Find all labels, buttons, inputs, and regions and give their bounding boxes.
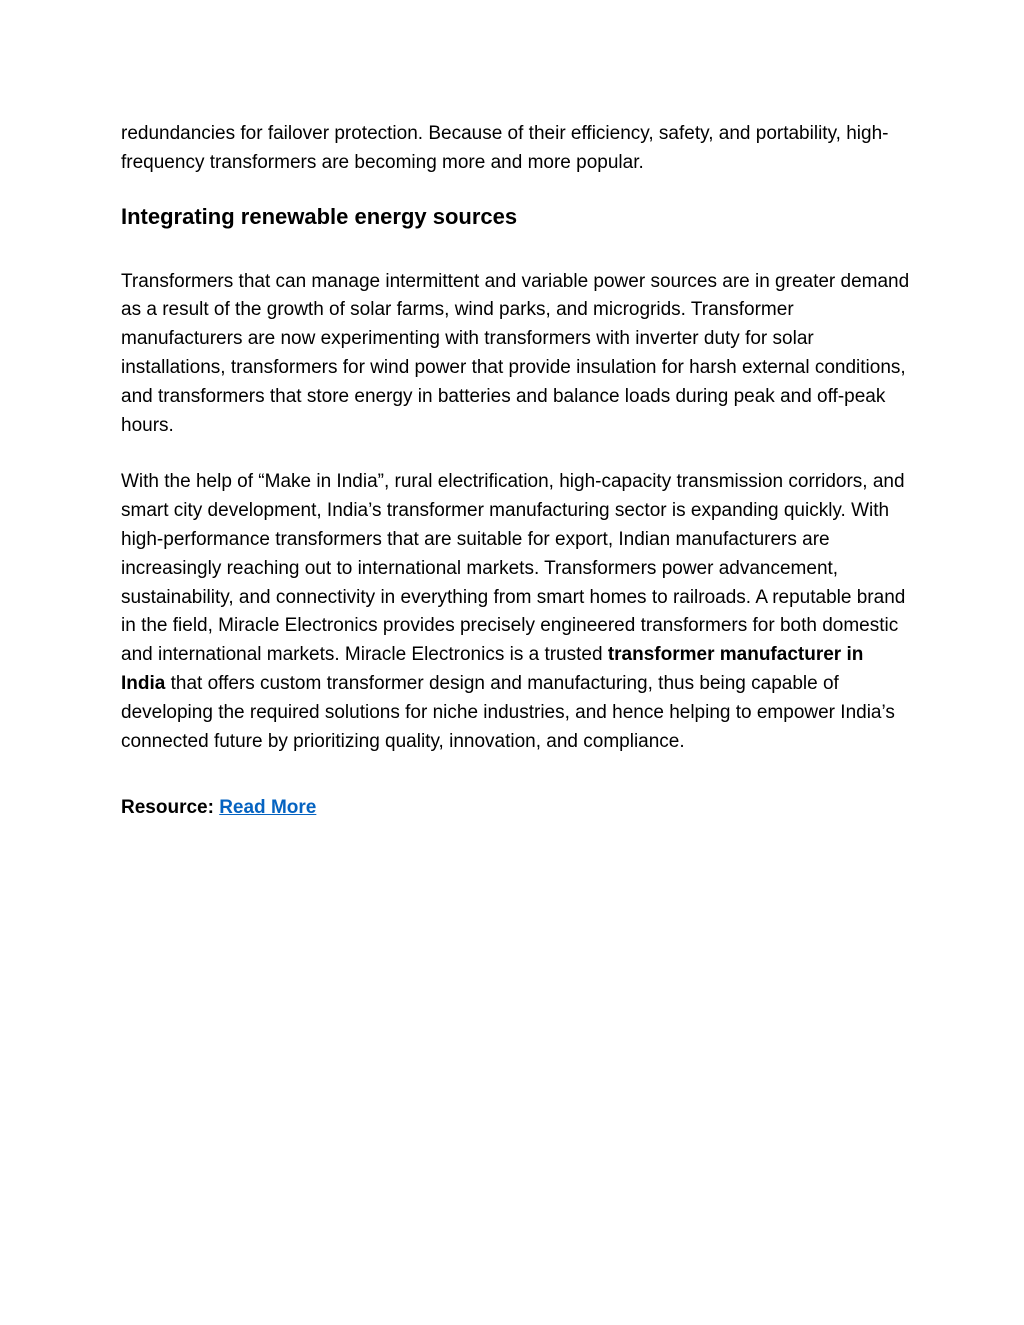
keyword-bold: transformer manufacturer in India	[121, 644, 864, 694]
india-paragraph	[121, 468, 911, 756]
india-paragraph-text-end: that offers custom transformer design and manufacturing, thus being capable of developing the required solutions for niche industries, and hence helping to empower India’s connected future by prioritizing quality, innovation, and compliance.	[121, 672, 895, 752]
intro-paragraph: redundancies for failover protection. Because of their efficiency, safety, and portability, high-frequency transformers are becoming more and more popular.	[121, 123, 889, 173]
document-page	[121, 120, 911, 823]
section-heading: Integrating renewable energy sources	[121, 203, 518, 229]
resource-line	[121, 794, 911, 823]
resource-label: Resource:	[121, 797, 214, 819]
renewable-paragraph: Transformers that can manage intermittent and variable power sources are in greater demand as a result of the growth of solar farms, wind parks, and microgrids. Transformer manufacturers are now experimenting with transformers with inverter duty for solar installations, transformers for wind power that provide insulation for harsh external conditions, and transformers that store energy in batteries and balance loads during peak and off-peak hours.	[121, 270, 910, 436]
read-more-link[interactable]: Read More	[219, 797, 317, 819]
india-paragraph-text-start: With the help of “Make in India”, rural electrification, high-capacity transmission corridors, and smart city development, India’s transformer manufacturing sector is expanding quickly. With high-performance transformers that are suitable for export, Indian manufacturers are increasingly reaching out to international markets. Transformers power advancement, sustainability, and connectivity in everything from smart homes to railroads. A reputable brand in the field, Miracle Electronics provides precisely engineered transformers for both domestic and international markets. Miracle Electronics is a trusted	[121, 471, 906, 666]
